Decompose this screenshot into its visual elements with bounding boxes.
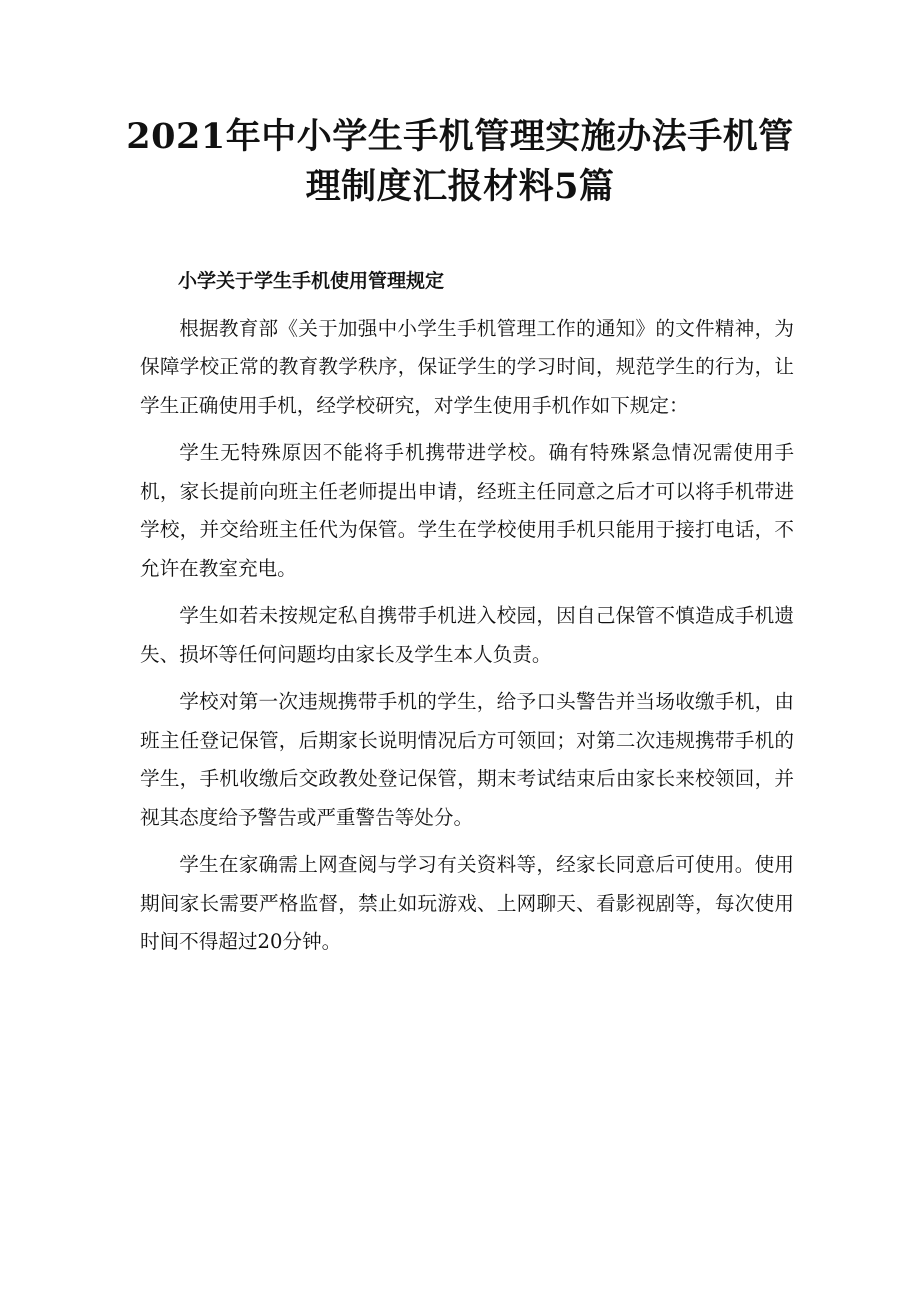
document-title: 2021年中小学生手机管理实施办法手机管理制度汇报材料5篇 [126, 116, 794, 207]
section-heading: 小学关于学生手机使用管理规定 [178, 270, 445, 292]
paragraph: 学生在家确需上网查阅与学习有关资料等，经家长同意后可使用。使用期间家长需要严格监督，禁止如玩游戏、上网聊天、看影视剧等，每次使用时间不得超过20分钟。 [140, 853, 794, 953]
paragraph: 学生无特殊原因不能将手机携带进学校。确有特殊紧急情况需使用手机，家长提前向班主任老师提出申请，经班主任同意之后才可以将手机带进学校，并交给班主任代为保管。学生在学校使用手机只能用于接打电话，不允许在教室充电。 [140, 441, 794, 580]
paragraph: 根据教育部《关于加强中小学生手机管理工作的通知》的文件精神，为保障学校正常的教育教学秩序，保证学生的学习时间，规范学生的行为，让学生正确使用手机，经学校研究，对学生使用手机作如下规定： [140, 316, 794, 417]
paragraph: 学生如若未按规定私自携带手机进入校园，因自己保管不慎造成手机遗失、损坏等任何问题均由家长及学生本人负责。 [140, 604, 794, 666]
paragraph: 学校对第一次违规携带手机的学生，给予口头警告并当场收缴手机，由班主任登记保管，后期家长说明情况后方可领回；对第二次违规携带手机的学生，手机收缴后交政教处登记保管，期末考试结束后由家长来校领回，并视其态度给予警告或严重警告等处分。 [140, 690, 794, 829]
document-body [140, 262, 794, 971]
